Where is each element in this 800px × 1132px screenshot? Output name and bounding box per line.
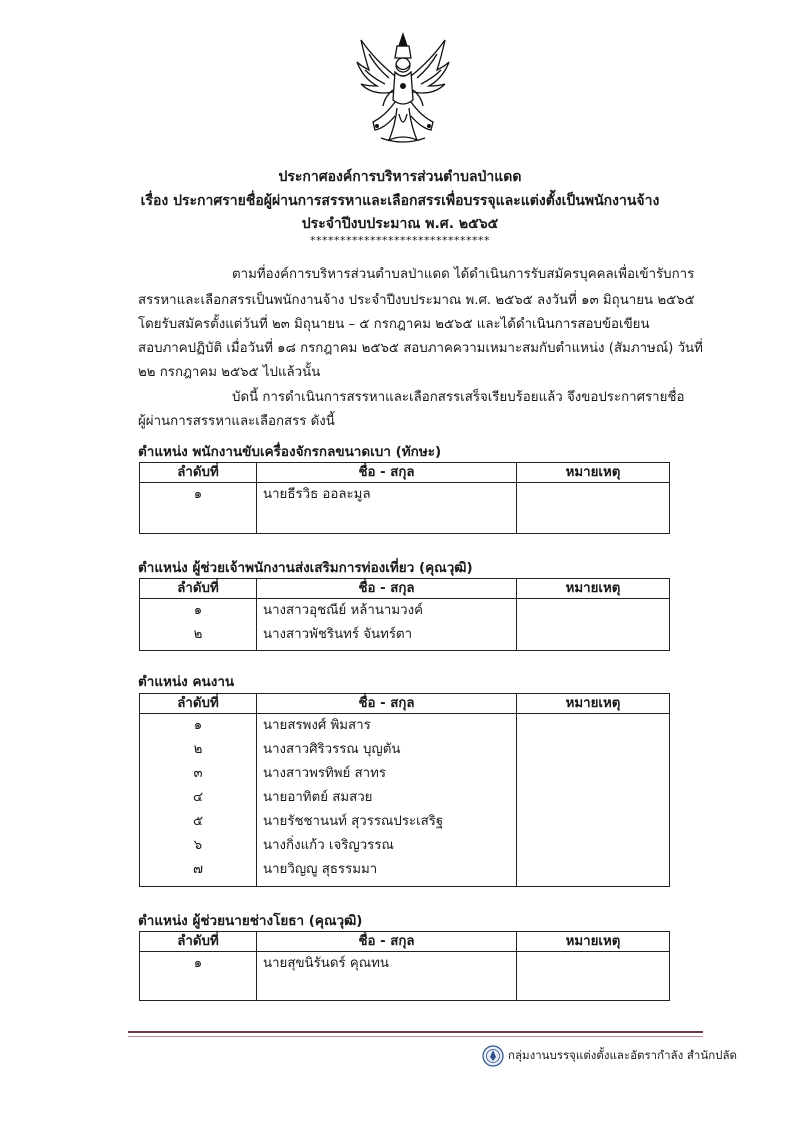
position-title: ตำแหน่ง คนงาน bbox=[138, 674, 235, 690]
results-table bbox=[139, 693, 670, 887]
column-header-no: ลำดับที่ bbox=[140, 463, 257, 483]
person-name: นางกิ่งแก้ว เจริญวรรณ bbox=[263, 838, 394, 853]
column-header-note: หมายเหตุ bbox=[517, 932, 670, 952]
row-number: ๖ bbox=[193, 838, 203, 853]
position-title: ตำแหน่ง ผู้ช่วยนายช่างโยธา (คุณวุฒิ) bbox=[138, 913, 363, 929]
person-name: นายสุขนิรันดร์ คุณทน bbox=[263, 956, 389, 971]
paragraph-line: สอบภาคปฏิบัติ เมื่อวันที่ ๑๘ กรกฎาคม ๒๕๖๕ สอบภาคความเหมาะสมกับตำแหน่ง (สัมภาษณ์) วันที่ bbox=[138, 341, 703, 356]
paragraph-line: สรรหาและเลือกสรรเป็นพนักงานจ้าง ประจำปีงบประมาณ พ.ศ. ๒๕๖๕ ลงวันที่ ๑๓ มิถุนายน ๒๕๖๕ bbox=[138, 293, 695, 308]
person-name: นางสาวพรทิพย์ สาทร bbox=[263, 766, 387, 781]
results-table bbox=[139, 578, 670, 651]
column-header-name: ชื่อ - สกุล bbox=[257, 932, 517, 952]
row-number: ๑ bbox=[193, 487, 203, 502]
row-number: ๒ bbox=[193, 742, 203, 757]
fiscal-year-line: ประจำปีงบประมาณ พ.ศ. ๒๕๖๕ bbox=[301, 216, 499, 232]
row-number: ๒ bbox=[193, 627, 203, 642]
person-name: นายวิญญู สุธรรมมา bbox=[263, 862, 378, 877]
paragraph-line: ๒๒ กรกฎาคม ๒๕๖๕ ไปแล้วนั้น bbox=[138, 365, 321, 380]
row-number: ๑ bbox=[193, 603, 203, 618]
position-title: ตำแหน่ง พนักงานขับเครื่องจักรกลขนาดเบา (ทักษะ) bbox=[138, 444, 442, 460]
note-cell bbox=[517, 952, 670, 1001]
results-table bbox=[139, 462, 670, 534]
note-cell bbox=[517, 714, 670, 887]
person-name: นายอาทิตย์ สมสวย bbox=[263, 790, 373, 805]
table-row bbox=[140, 952, 670, 1001]
paragraph-line: ผู้ผ่านการสรรหาและเลือกสรร ดังนี้ bbox=[138, 414, 335, 429]
table-row bbox=[140, 599, 670, 651]
row-number: ๑ bbox=[193, 718, 203, 733]
paragraph-line: โดยรับสมัครตั้งแต่วันที่ ๒๓ มิถุนายน – ๕ กรกฎาคม ๒๕๖๕ และได้ดำเนินการสอบข้อเขียน bbox=[138, 317, 650, 332]
column-header-name: ชื่อ - สกุล bbox=[257, 463, 517, 483]
row-number: ๑ bbox=[193, 956, 203, 971]
column-header-no: ลำดับที่ bbox=[140, 579, 257, 599]
announcement-subject: เรื่อง ประกาศรายชื่อผู้ผ่านการสรรหาและเลือกสรรเพื่อบรรจุและแต่งตั้งเป็นพนักงานจ้าง bbox=[140, 193, 660, 209]
column-header-no: ลำดับที่ bbox=[140, 932, 257, 952]
note-cell bbox=[517, 483, 670, 534]
office-seal-icon bbox=[482, 1045, 504, 1067]
person-name: นายสรพงศ์ พิมสาร bbox=[263, 718, 371, 733]
person-name: นางสาวศิริวรรณ บุญตัน bbox=[263, 742, 401, 757]
results-table bbox=[139, 931, 670, 1001]
paragraph-line: บัดนี้ การดำเนินการสรรหาและเลือกสรรเสร็จเรียบร้อยแล้ว จึงขอประกาศรายชื่อ bbox=[232, 390, 685, 405]
table-row bbox=[140, 483, 670, 534]
person-name: นางสาวพัชรินทร์ จันทร์ตา bbox=[263, 627, 413, 642]
column-header-name: ชื่อ - สกุล bbox=[257, 694, 517, 714]
garuda-emblem bbox=[355, 30, 451, 148]
row-number: ๗ bbox=[193, 862, 203, 877]
person-name: นายธีรวิธ ออละมูล bbox=[263, 487, 371, 502]
column-header-name: ชื่อ - สกุล bbox=[257, 579, 517, 599]
row-number: ๕ bbox=[192, 814, 204, 829]
note-cell bbox=[517, 599, 670, 651]
column-header-note: หมายเหตุ bbox=[517, 579, 670, 599]
row-number: ๓ bbox=[193, 766, 203, 781]
column-header-note: หมายเหตุ bbox=[517, 463, 670, 483]
announcement-title: ประกาศองค์การบริหารส่วนตำบลป่าแดด bbox=[278, 169, 522, 185]
paragraph-line: ตามที่องค์การบริหารส่วนตำบลป่าแดด ได้ดำเนินการรับสมัครบุคคลเพื่อเข้ารับการ bbox=[232, 267, 695, 282]
person-name: นายรัชชานนท์ สุวรรณประเสริฐ bbox=[263, 814, 444, 829]
footer-rule bbox=[128, 1031, 703, 1033]
row-number: ๔ bbox=[192, 790, 204, 805]
footer-rule-thin bbox=[128, 1036, 703, 1037]
table-row bbox=[140, 714, 670, 887]
column-header-note: หมายเหตุ bbox=[517, 694, 670, 714]
column-header-no: ลำดับที่ bbox=[140, 694, 257, 714]
footer-department: กลุ่มงานบรรจุแต่งตั้งและอัตรากำลัง สำนักปลัด bbox=[508, 1048, 737, 1062]
position-title: ตำแหน่ง ผู้ช่วยเจ้าพนักงานส่งเสริมการท่องเที่ยว (คุณวุฒิ) bbox=[138, 560, 473, 576]
person-name: นางสาวอุชณีย์ หล้านามวงค์ bbox=[263, 603, 424, 618]
header-divider: ****************************** bbox=[310, 234, 490, 247]
